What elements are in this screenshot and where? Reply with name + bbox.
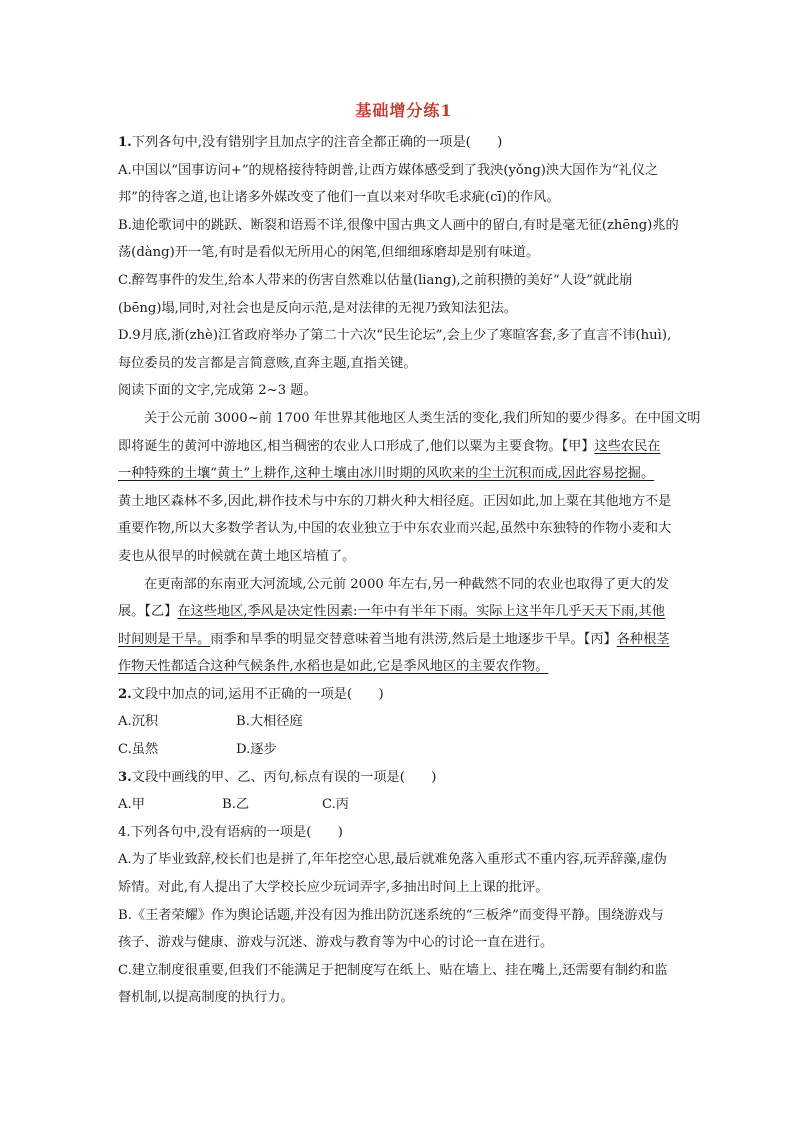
passage-p2-line3 xyxy=(118,626,690,654)
q4-option-a-line1: A.为了毕业致辞,校长们也是拼了,年年挖空心思,最后就难免落入重形式不重内容,玩弄辞藻,虚伪 xyxy=(118,852,667,868)
q3-number: 3. xyxy=(118,769,132,785)
marker-jia: 【甲】 xyxy=(561,438,595,454)
passage-p1-line6: 麦也从很早的时候就在黄土地区培植了。 xyxy=(118,548,356,564)
q1-option-d-line1: D.9月底,浙(zhè)江省政府举办了第二十六次“民生论坛”,会上少了寒暄客套,多了直言不讳(huì), xyxy=(118,328,672,344)
sentence-bing-part1: 各种根茎 xyxy=(616,631,670,647)
sentence-yi-part1: 在这些地区,季风是决定性因素:一年中有半年下雨。实际上这半年几乎天天下雨,其他 xyxy=(177,604,665,620)
sentence-yi-part2: 时间则是干旱。 xyxy=(118,631,211,647)
q3-stem-text: 文段中画线的甲、乙、丙句,标点有误的一项是( ) xyxy=(131,769,437,785)
q2-option-c: C.虽然 xyxy=(118,742,159,758)
sentence-bing-part2: 作物天性都适合这种气候条件,水稻也是如此,它是季风地区的主要农作物。 xyxy=(118,659,549,675)
passage-p1-line5: 重要作物,所以大多数学者认为,中国的农业独立于中东农业而兴起,虽然中东独特的作物小麦和大 xyxy=(118,521,672,537)
q2-option-b: B.大相径庭 xyxy=(236,714,303,730)
q3-stem xyxy=(118,764,690,792)
q1-stem xyxy=(118,129,690,157)
q3-options-row xyxy=(118,791,690,819)
q2-options-row2 xyxy=(118,736,690,764)
q4-option-a-line2: 矫情。对此,有人提出了大学校长应少玩词弄字,多抽出时间上上课的批评。 xyxy=(118,880,549,896)
q2-stem-text: 文段中加点的词,运用不正确的一项是( ) xyxy=(131,686,384,702)
passage-p1-line4: 黄土地区森林不多,因此,耕作技术与中东的刀耕火种大相径庭。正因如此,加上粟在其他地方不是 xyxy=(118,493,672,509)
q2-stem xyxy=(118,681,690,709)
passage-p2-line2-pre: 展。 xyxy=(118,604,145,620)
q1-option-d-line2: 每位委员的发言都是言简意赅,直奔主题,直指关键。 xyxy=(118,355,417,371)
q3-option-a: A.甲 xyxy=(118,797,145,813)
sentence-jia-part1: 这些农民在 xyxy=(594,438,661,454)
q2-option-a: A.沉积 xyxy=(118,714,159,730)
sentence-jia-part2: 一种特殊的土壤“黄土”上耕作,这种土壤由冰川时期的风吹来的尘土沉积而成,因此容易挖掘。 xyxy=(118,466,655,482)
q4-stem-text: 下列各句中,没有语病的一项是( ) xyxy=(130,824,343,840)
q1-option-c-line2: (bēng)塌,同时,对社会也是反向示范,是对法律的无视乃致知法犯法。 xyxy=(118,300,517,316)
q4-stem xyxy=(118,819,690,847)
q2-option-d: D.逐步 xyxy=(236,742,277,758)
passage-p2-line4 xyxy=(118,653,690,681)
marker-bing: 【丙】 xyxy=(583,631,617,647)
q1-number: 1. xyxy=(118,135,132,150)
q3-option-b: B.乙 xyxy=(222,797,250,813)
reading-intro: 阅读下面的文字,完成第 2~3 题。 xyxy=(118,383,317,399)
q4-option-b-line2: 孩子、游戏与健康、游戏与沉迷、游戏与教育等为中心的讨论一直在进行。 xyxy=(118,935,554,951)
q1-option-b-line1: B.迪伦歌词中的跳跃、断裂和语焉不详,很像中国古典文人画中的留白,有时是毫无征(zhēng)兆的 xyxy=(118,217,679,233)
passage-p1-line2 xyxy=(118,433,690,461)
passage-p2-line1: 在更南部的东南亚大河流域,公元前 2000 年左右,另一种截然不同的农业也取得了更大的发 xyxy=(144,576,670,592)
passage-p1-line2-text: 即将诞生的黄河中游地区,相当稠密的农业人口形成了,他们以粟为主要食物。 xyxy=(118,438,562,454)
q1-stem-text: 下列各句中,没有错别字且加点字的注音全都正确的一项是( ) xyxy=(131,135,503,150)
q1-option-c-line1: C.醉驾事件的发生,给本人带来的伤害自然难以估量(liang),之前积攒的美好“人设”就此崩 xyxy=(118,272,633,288)
passage-p1-line3 xyxy=(118,460,690,488)
q3-option-c: C.丙 xyxy=(322,797,349,813)
worksheet-page xyxy=(118,98,701,1012)
q2-options-row1 xyxy=(118,708,690,736)
page-title: 基础增分练1 xyxy=(355,101,453,120)
marker-yi: 【乙】 xyxy=(144,604,178,620)
passage-p2-line2 xyxy=(118,598,690,626)
q4-option-c-line2: 督机制,以提高制度的执行力。 xyxy=(118,990,294,1006)
q1-option-a-line1: A.中国以“国事访问+”的规格接待特朗普,让西方媒体感受到了我泱(yǒng)泱大国作为“礼仪之 xyxy=(118,162,659,178)
q4-option-c-line1: C.建立制度很重要,但我们不能满足于把制度写在纸上、贴在墙上、挂在嘴上,还需要有制约和监 xyxy=(118,962,668,978)
q2-number: 2. xyxy=(118,686,132,702)
passage-p2-line3-mid: 雨季和旱季的明显交替意味着当地有洪涝,然后是土地逐步干旱。 xyxy=(210,631,584,647)
passage-p1-line1: 关于公元前 3000~前 1700 年世界其他地区人类生活的变化,我们所知的要少得多。在中国文明 xyxy=(144,410,701,426)
q4-number: 4. xyxy=(118,824,131,840)
q1-option-a-line2: 邦”的待客之道,也让诸多外媒改变了他们一直以来对华吹毛求疵(cī)的作风。 xyxy=(118,190,560,206)
q1-option-b-line2: 荡(dàng)开一笔,有时是看似无所用心的闲笔,但细细琢磨却是别有味道。 xyxy=(118,245,540,261)
q4-option-b-line1: B.《王者荣耀》作为舆论话题,并没有因为推出防沉迷系统的“三板斧”而变得平静。围绕游戏与 xyxy=(118,907,664,923)
